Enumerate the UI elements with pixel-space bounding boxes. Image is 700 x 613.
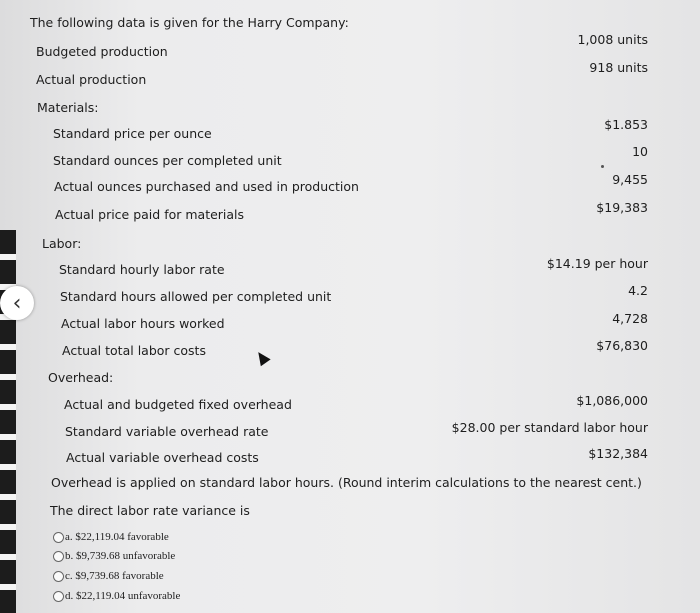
labor-item-2-label: Actual labor hours worked [61,316,225,331]
option-b-text: b. $9,739.68 unfavorable [65,550,176,562]
budgeted-production-label: Budgeted production [36,44,168,59]
overhead-note: Overhead is applied on standard labor hours. (Round interim calculations to the nearest cent.) [51,475,642,490]
materials-item-2-value: 9,455 [612,172,648,187]
materials-item-1-label: Standard ounces per completed unit [53,153,282,168]
budgeted-production-value: 1,008 units [577,32,648,47]
chevron-left-icon: ‹ [12,290,22,316]
question-text: The direct labor rate variance is [50,503,250,518]
intro-text: The following data is given for the Harry Company: [30,15,349,30]
option-d-text: d. $22,119.04 unfavorable [65,590,181,602]
overhead-item-0-value: $1,086,000 [576,393,648,408]
materials-item-2-label: Actual ounces purchased and used in production [54,179,359,194]
labor-item-1-value: 4.2 [628,283,648,298]
overhead-heading: Overhead: [48,370,114,385]
labor-item-0-label: Standard hourly labor rate [59,262,225,277]
radio-c[interactable] [53,571,64,582]
labor-item-3-label: Actual total labor costs [62,343,206,358]
materials-item-1-value: 10 [632,144,648,159]
mouse-cursor-icon [253,349,270,367]
materials-item-0-value: $1.853 [604,117,648,132]
materials-item-0-label: Standard price per ounce [53,126,212,141]
labor-heading: Labor: [42,236,82,251]
overhead-item-2-label: Actual variable overhead costs [66,450,259,465]
labor-item-1-label: Standard hours allowed per completed unit [60,289,332,304]
labor-item-0-value: $14.19 per hour [546,256,648,271]
option-c-text: c. $9,739.68 favorable [65,570,164,582]
overhead-item-1-value: $28.00 per standard labor hour [451,420,648,435]
option-a-text: a. $22,119.04 favorable [65,531,169,543]
back-button[interactable] [0,286,34,320]
overhead-item-1-label: Standard variable overhead rate [65,424,269,439]
radio-d[interactable] [53,591,64,602]
radio-a[interactable] [53,532,64,543]
stray-dot [601,165,604,168]
overhead-item-2-value: $132,384 [588,446,648,461]
overhead-item-0-label: Actual and budgeted fixed overhead [64,397,292,412]
labor-item-2-value: 4,728 [612,311,648,326]
actual-production-label: Actual production [36,72,147,87]
radio-b[interactable] [53,551,64,562]
materials-item-3-value: $19,383 [596,200,648,215]
materials-item-3-label: Actual price paid for materials [55,207,245,222]
labor-item-3-value: $76,830 [596,338,648,353]
actual-production-value: 918 units [589,60,648,75]
materials-heading: Materials: [37,100,99,115]
